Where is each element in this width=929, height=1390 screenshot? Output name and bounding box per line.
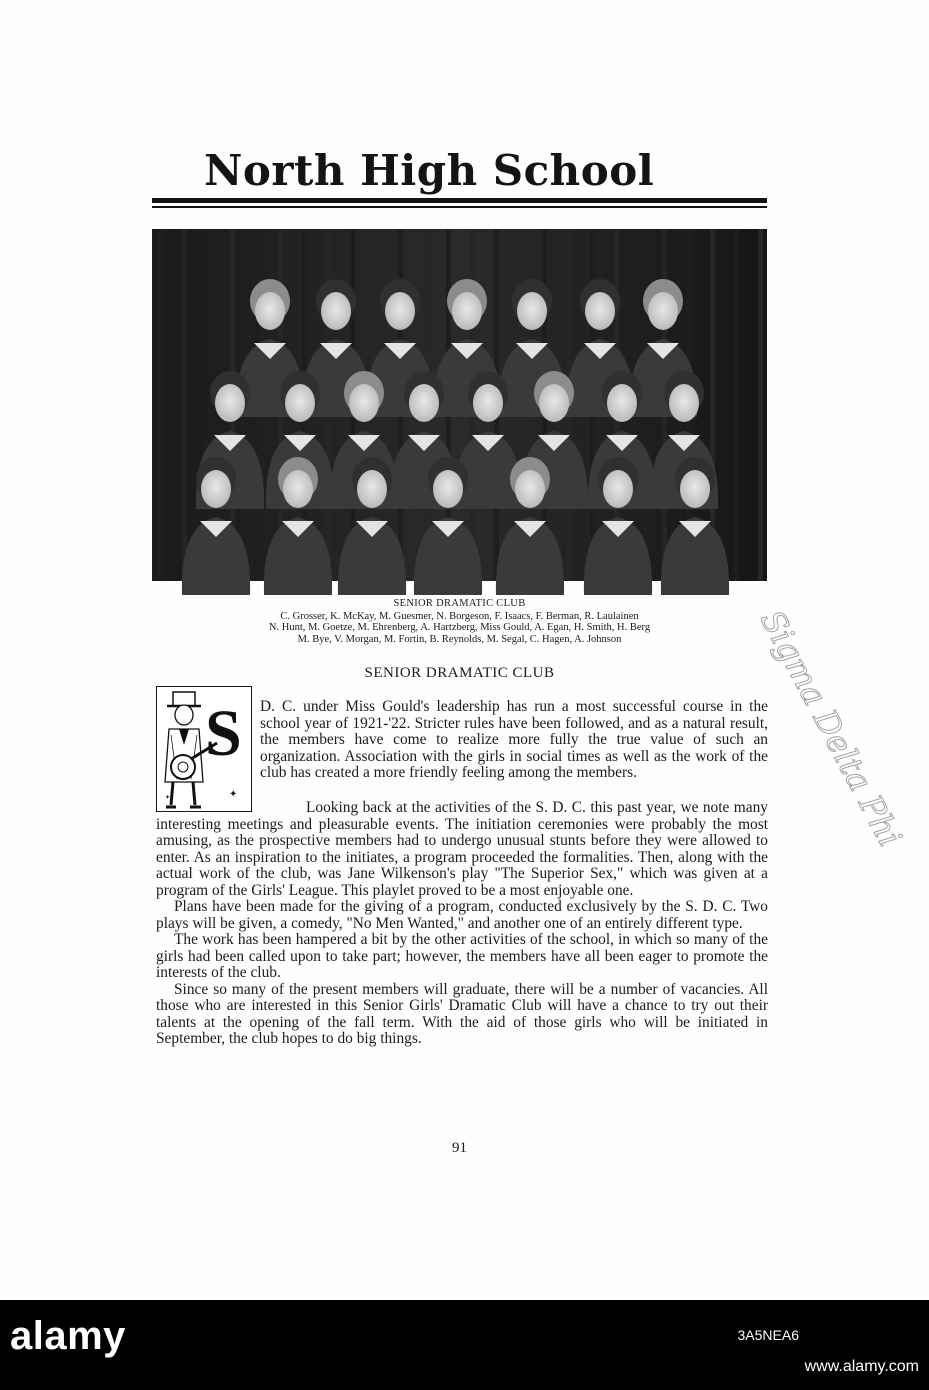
paragraph-vacancies: Since so many of the present members will graduate, there will be a number of vacancies. All those who are interested in this Senior Girls' Dramatic Club will have a chance to try out their talents at the opening of the fall term. With the aid of those girls who will be initiated in September, the club hopes to do big things. [156, 980, 768, 1047]
article-body [156, 800, 768, 1048]
image-id: 3A5NEA6 [737, 1327, 799, 1343]
curtain-fold [158, 229, 163, 581]
paragraph-plans: Plans have been made for the giving of a program, conducted exclusively by the S. D. C. Two plays will be given, a comedy, "No Men Wanted," and another one of an entirely different type. [156, 898, 768, 932]
page-header [152, 146, 767, 210]
caption-title: SENIOR DRAMATIC CLUB [393, 598, 526, 609]
curtain-fold [758, 229, 763, 581]
lead-paragraph: D. C. under Miss Gould's leadership has run a most successful course in the school year of 1921-'22. Stricter rules have been followed, and as a natural result, the members have come to realize more fully the true value of such an organization. Association with the girls in social times as well as the work of the club has created a more friendly feeling among the members. [260, 698, 768, 781]
caption-names-row-1: C. Grosser, K. McKay, M. Guesmer, N. Borgeson, F. Isaacs, F. Berman, R. Laulainen [280, 610, 639, 622]
page-title: North High School [204, 146, 655, 195]
curtain-fold [182, 229, 187, 581]
svg-text:✦: ✦ [165, 794, 171, 801]
alamy-logo: alamy [10, 1314, 126, 1358]
header-rule-thick [152, 198, 767, 203]
paragraph-activities: Looking back at the activities of the S. D. C. this past year, we note many interesting meetings and pleasurable events. The initiation ceremonies were probably the most amusing, as the prospective members had to undergo unusual stunts before they were allowed to enter. As an inspiration to the initiates, a program proceeded the formalities. Then, along with the actual work of the club, was Jane Wilkenson's play "The Superior Sex," which was given at a program of the Girls' League. This playlet proved to be a most enjoyable one. [156, 799, 768, 899]
article-title: SENIOR DRAMATIC CLUB [364, 665, 555, 681]
header-rule-thin [152, 206, 767, 208]
curtain-fold [734, 229, 739, 581]
caption-names-row-3: M. Bye, V. Morgan, M. Fortin, B. Reynolds, M. Segal, C. Hagen, A. Johnson [297, 633, 622, 645]
photo-caption [152, 598, 767, 645]
watermark-url: www.alamy.com [804, 1358, 919, 1375]
stock-watermark-banner [0, 1300, 929, 1390]
decorative-initial-s [156, 686, 252, 812]
svg-text:✦: ✦ [229, 789, 238, 800]
handwritten-signature [752, 578, 910, 853]
club-group-photo [152, 229, 767, 581]
initial-letter: S [205, 697, 242, 770]
banjo-player-illustration [157, 687, 253, 813]
paragraph-work: The work has been hampered a bit by the other activities of the school, in which so many of the girls had been called upon to take part; however, the members have all been eager to promote the interests of the club. [156, 931, 768, 981]
signature-text: Sigma Delta Phi [752, 603, 910, 853]
caption-names-row-2: N. Hunt, M. Goetze, M. Ehrenberg, A. Hartzberg, Miss Gould, A. Egan, H. Smith, H. Berg [268, 622, 651, 633]
page-number: 91 [452, 1140, 467, 1156]
